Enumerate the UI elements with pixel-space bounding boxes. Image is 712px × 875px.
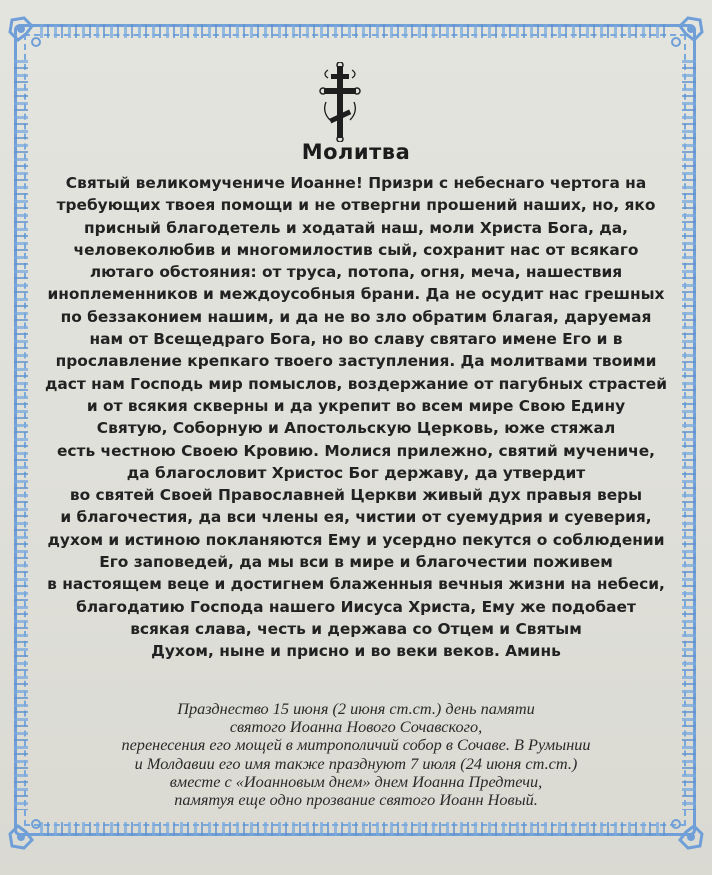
prayer-line: по беззаконием нашим, и да не во зло обратим благая, даруемая	[60, 307, 652, 326]
prayer-line: Святую, Соборную и Апостольскую Церковь, юже стяжал	[96, 419, 616, 438]
prayer-line: есть честною Своею Кровию. Молися прилежно, святий мучениче,	[56, 441, 656, 460]
prayer-line: во святей Своей Православней Церкви живый дух правыя веры	[69, 486, 643, 505]
prayer-line: иноплеменников и междоусобныя брани. Да не осудит нас грешных	[47, 285, 665, 304]
prayer-line: прославление крепкаго твоего заступления. Да молитвами твоими	[55, 352, 657, 371]
prayer-line: Его заповедей, да мы вси в мире и благочестии поживем	[99, 553, 613, 572]
prayer-line: Духом, ныне и присно и во веки веков. Аминь	[151, 642, 561, 661]
prayer-line: всякая слава, честь и держава со Отцем и Святым	[130, 619, 582, 638]
page-title: Молитва	[301, 140, 411, 164]
prayer-line: и благочестия, да вси члены ея, чистии от суемудрия и суеверия,	[60, 508, 652, 527]
note-line: Празднество 15 июня (2 июня ст.ст.) день памяти	[177, 699, 535, 718]
prayer-line: Святый великомучениче Иоанне! Призри с небеснаго чертога на	[65, 174, 647, 192]
prayer-line: даст нам Господь мир помыслов, воздержание от пагубных страстей	[44, 374, 668, 393]
note-line: вместе с «Иоанновым днем» днем Иоанна Предтечи,	[169, 771, 543, 791]
border-band-right	[682, 60, 696, 810]
prayer-line: лютаго обстояния: от труса, потопа, огня, меча, нашествия	[89, 263, 623, 282]
border-band-left	[14, 60, 28, 810]
note-line: памятуя еще одно прозвание святого Иоанн Новый.	[174, 790, 538, 810]
prayer-line: да благословит Христос Бог державу, да утвердит	[126, 463, 586, 482]
border-band-top	[40, 24, 670, 38]
note-line: перенесения его мощей в митрополичий собор в Сочаве. В Румынии	[121, 735, 591, 755]
prayer-line: нам от Всещедраго Бога, но во славу святаго имене Его и в	[89, 330, 623, 349]
prayer-line: и от всякия скверны и да укрепит во всем мире Свою Едину	[86, 396, 626, 415]
prayer-line: духом и истиною покланяются Ему и усердно пекутся о соблюдении	[47, 530, 665, 549]
corner-ornament-icon	[6, 14, 46, 54]
orthodox-cross-icon	[318, 62, 362, 142]
corner-ornament-icon	[6, 812, 46, 852]
corner-ornament-icon	[666, 14, 706, 54]
prayer-line: присный благодетель и ходатай наш, моли Христа Бога, да,	[84, 218, 628, 237]
feast-note	[30, 700, 682, 809]
prayer-line: в настоящем веце и достигнем блаженныя вечныя жизни на небеси,	[47, 575, 665, 594]
prayer-text	[30, 172, 682, 663]
border-band-bottom	[40, 822, 670, 836]
corner-ornament-icon	[666, 812, 706, 852]
prayer-line: требующих твоея помощи и не отвергни прошений наших, но, яко	[56, 196, 656, 215]
prayer-line: благодатию Господа нашего Иисуса Христа, Ему же подобает	[76, 597, 636, 616]
note-line: и Молдавии его имя также празднуют 7 июля (24 июня ст.ст.)	[134, 753, 578, 773]
prayer-line: человеколюбив и многомилостив сый, сохранит нас от всякаго	[73, 240, 639, 259]
note-line: святого Иоанна Нового Сочавского,	[229, 717, 483, 737]
